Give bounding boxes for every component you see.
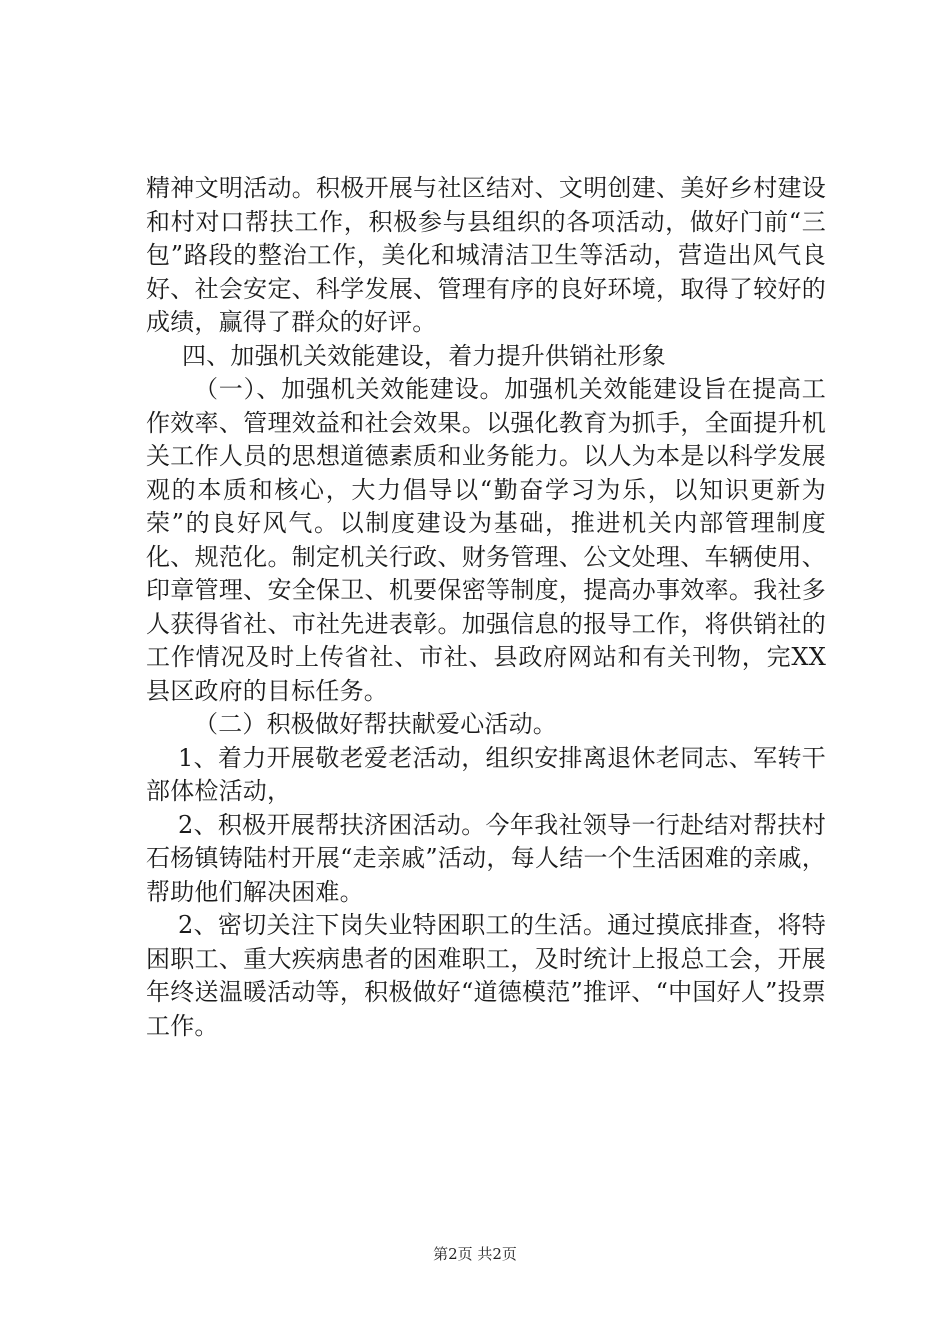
- list-item-elderly: 1、着力开展敬老爱老活动，组织安排离退休老同志、军转干部体检活动，: [146, 743, 826, 805]
- list-item-poverty: 2、积极开展帮扶济困活动。今年我社领导一行赴结对帮扶村石杨镇铸陆村开展“走亲戚”活动，每人结一个生活困难的亲戚，帮助他们解决困难。: [146, 810, 826, 906]
- page-footer: 第2页 共2页: [433, 1245, 517, 1263]
- paragraph-efficiency: （一）、加强机关效能建设。加强机关效能建设旨在提高工作效率、管理效益和社会效果。以强化教育为抓手，全面提升机关工作人员的思想道德素质和业务能力。以人为本是以科学发展观的本质和核心，大力倡导以“勤奋学习为乐，以知识更新为荣”的良好风气。以制度建设为基础，推进机关内部管理制度化、规范化。制定机关行政、财务管理、公文处理、车辆使用、印章管理、安全保卫、机要保密等制度，提高办事效率。我社多人获得省社、市社先进表彰。加强信息的报导工作，将供销社的工作情况及时上传省社、市社、县政府网站和有关刊物，完XX县区政府的目标任务。: [146, 375, 826, 705]
- subheading-two: （二）积极做好帮扶献爱心活动。: [194, 710, 557, 738]
- document-body: [146, 172, 826, 1043]
- section-heading-four: 四、加强机关效能建设，着力提升供销社形象: [182, 341, 666, 370]
- list-item-workers: 2、密切关注下岗失业特困职工的生活。通过摸底排查，将特困职工、重大疾病患者的困难职工，及时统计上报总工会，开展年终送温暖活动等，积极做好“道德模范”推评、“中国好人”投票工作。: [146, 911, 826, 1040]
- paragraph-civilization: 精神文明活动。积极开展与社区结对、文明创建、美好乡村建设和村对口帮扶工作，积极参与县组织的各项活动，做好门前“三包”路段的整治工作，美化和城清洁卫生等活动，营造出风气良好、社会安定、科学发展、管理有序的良好环境，取得了较好的成绩，赢得了群众的好评。: [146, 174, 826, 336]
